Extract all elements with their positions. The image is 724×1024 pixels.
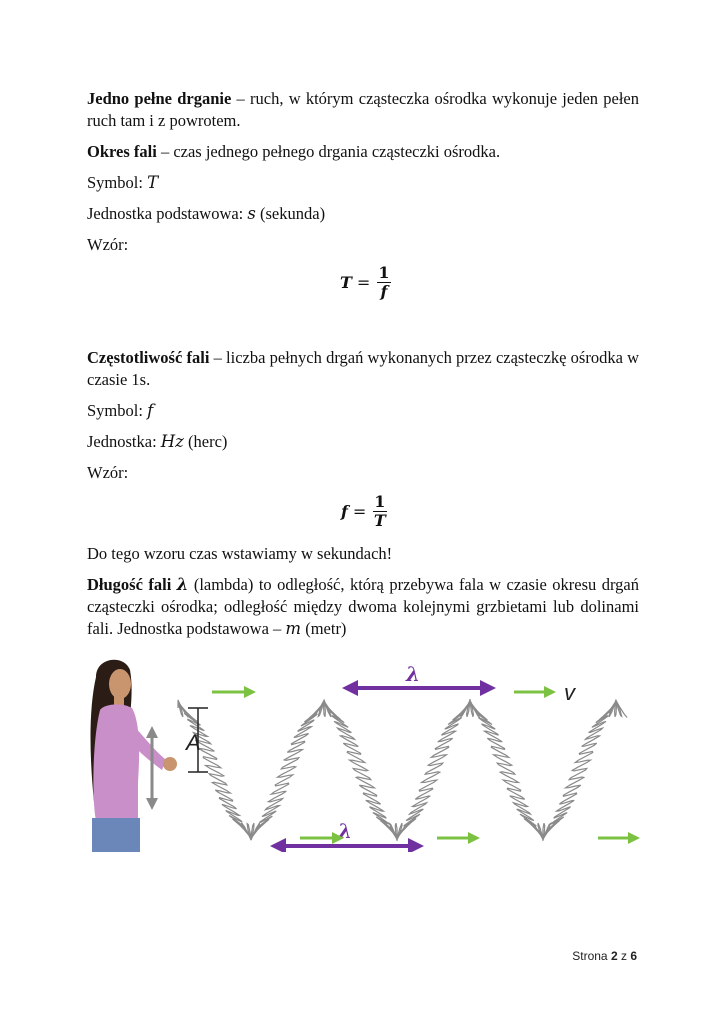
- definition-text: – liczba pełnych drgań wykonanych przez cząsteczkę ośrodka w czasie 1s.: [87, 348, 640, 389]
- seconds-note: Do tego wzoru czas wstawiamy w sekundach!: [87, 544, 393, 563]
- definition-frequency: [87, 347, 639, 391]
- formula-fraction: [376, 264, 391, 301]
- frequency-formula-label: Wzór:: [87, 463, 129, 482]
- spring-wave: [178, 699, 627, 841]
- footer-prefix: Strona: [572, 949, 611, 963]
- page-total: 6: [630, 949, 637, 963]
- shirt: [93, 704, 139, 820]
- wavelength-unit: m: [285, 619, 302, 638]
- term-frequency: Częstotliwość fali: [87, 348, 210, 367]
- frequency-unit: Hz: [160, 432, 184, 451]
- definition-period: [87, 141, 639, 163]
- page-number: 2: [610, 949, 618, 963]
- amplitude-label: A: [186, 730, 201, 755]
- symbol-label: Symbol:: [87, 173, 148, 192]
- frequency-symbol-line: [87, 400, 639, 422]
- term-wavelength: Długość fali: [87, 575, 177, 594]
- formula-lhs: T: [340, 273, 352, 293]
- lambda-label-bottom: λ: [338, 819, 353, 843]
- period-formula: [340, 264, 391, 301]
- face: [109, 669, 131, 699]
- footer-separator: z: [617, 949, 631, 963]
- term-period: Okres fali: [87, 142, 157, 161]
- fraction-denominator: f: [380, 282, 388, 302]
- formula-equals: =: [356, 273, 371, 293]
- period-formula-label: Wzór:: [87, 235, 129, 254]
- definition-full-oscillation: [87, 88, 639, 132]
- girl-figure: [91, 660, 178, 852]
- frequency-unit-line: [87, 431, 639, 453]
- formula-lhs: f: [341, 502, 348, 522]
- period-symbol-line: [87, 172, 639, 194]
- definition-text: – czas jednego pełnego drgania cząsteczki ośrodka.: [156, 142, 501, 161]
- period-unit: s: [247, 204, 256, 223]
- fraction-numerator: 1: [374, 492, 386, 511]
- unit-name: (metr): [301, 619, 347, 638]
- definition-text: (lambda) to odległość, którą przebywa fala w czasie okresu drgań cząsteczki ośrodka; odległość między dwoma kolejnymi grzbietami lub dolinami fali. Jednostka podstawowa –: [87, 575, 640, 638]
- lambda-symbol: λ: [176, 575, 189, 594]
- unit-label: Jednostka:: [87, 432, 161, 451]
- hand: [163, 757, 177, 771]
- symbol-label: Symbol:: [87, 401, 148, 420]
- formula-fraction: [372, 493, 387, 530]
- fraction-numerator: 1: [378, 263, 390, 282]
- page-footer: [572, 949, 637, 963]
- period-unit-line: [87, 203, 639, 225]
- propagation-arrows: [212, 692, 634, 838]
- wave-illustration: [82, 652, 642, 852]
- definition-text: – ruch, w którym cząsteczka ośrodka wykonuje jeden pełen ruch tam i z powrotem.: [87, 89, 639, 130]
- frequency-symbol: f: [147, 401, 154, 420]
- term-full-oscillation: Jedno pełne drganie: [87, 89, 232, 108]
- jeans: [92, 818, 140, 852]
- unit-label: Jednostka podstawowa:: [87, 204, 248, 223]
- unit-name: (herc): [183, 432, 228, 451]
- unit-name: (sekunda): [255, 204, 326, 223]
- formula-equals: =: [352, 502, 367, 522]
- velocity-label: v: [564, 680, 575, 705]
- period-symbol: T: [147, 173, 159, 192]
- frequency-formula: [341, 493, 387, 530]
- fraction-denominator: T: [373, 511, 386, 531]
- lambda-label-top: λ: [406, 662, 421, 686]
- definition-wavelength: [87, 574, 639, 640]
